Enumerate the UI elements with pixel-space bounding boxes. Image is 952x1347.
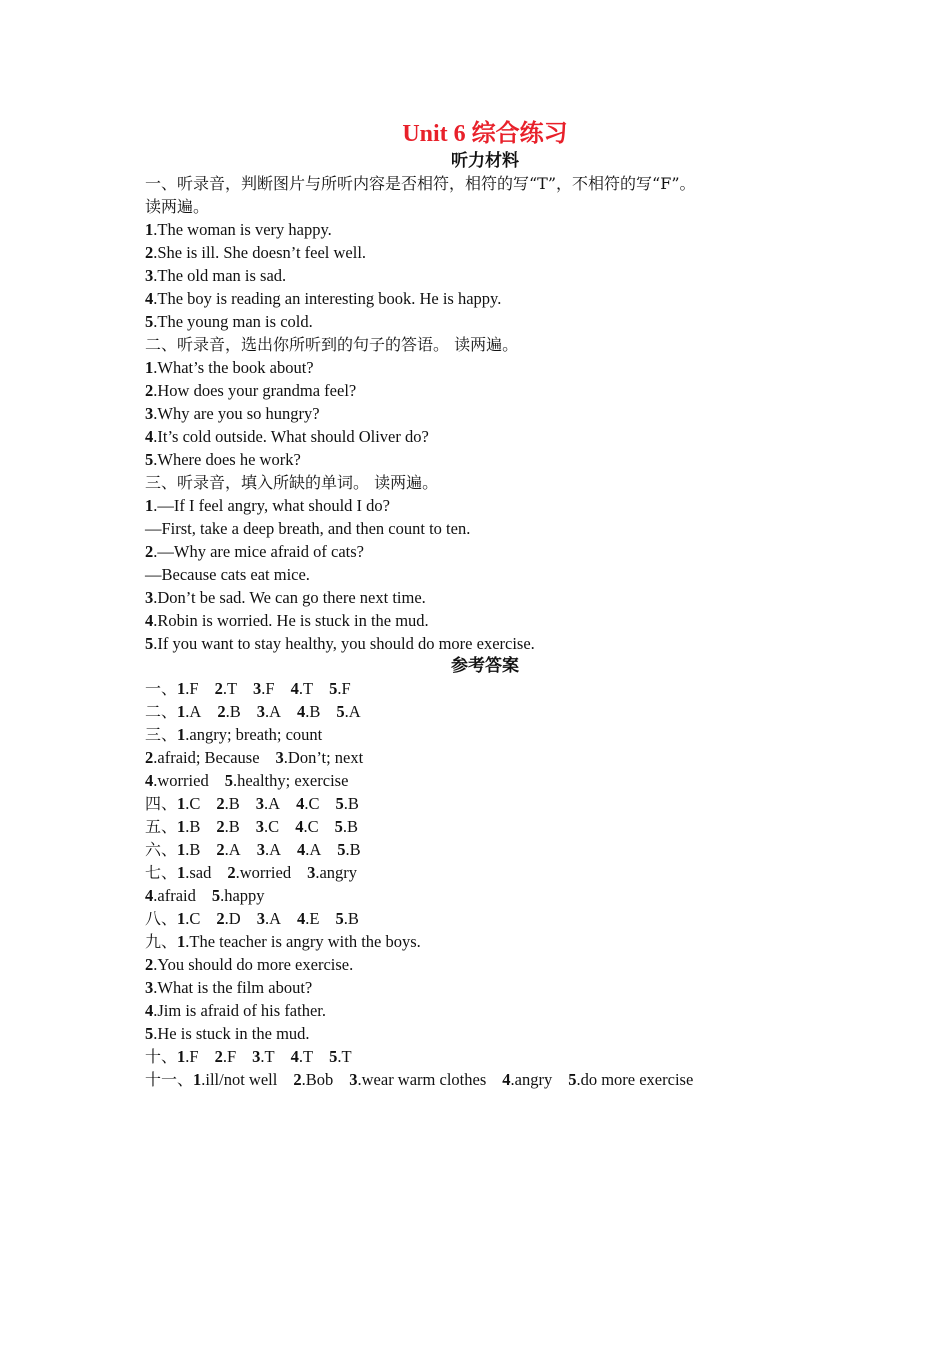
answer-text: .T (337, 1047, 352, 1066)
answer-text: .A (344, 702, 361, 721)
answer-row (145, 976, 825, 999)
answer-text: .A (305, 840, 322, 859)
answer-text: .sad (185, 863, 212, 882)
answer-text: .T (298, 1047, 314, 1066)
answer-number: 1 (177, 817, 186, 836)
item-text: .How does your grandma feel? (153, 381, 357, 400)
answer-number: 4 (145, 886, 154, 905)
answer-text: .F (337, 679, 351, 698)
answer-text: .T (222, 679, 238, 698)
answer-number: 5 (568, 1070, 577, 1089)
answer-number: 3 (275, 748, 284, 767)
answer-row (145, 999, 825, 1022)
item-number: 4 (145, 611, 154, 630)
answer-row (145, 769, 825, 792)
answer-text: .B (185, 817, 201, 836)
answer-number: 4 (295, 817, 304, 836)
answer-number: 5 (337, 840, 346, 859)
answer-text: .A (264, 702, 281, 721)
answer-number: 3 (256, 702, 265, 721)
answer-prefix: 一、 (145, 679, 178, 698)
answer-number: 5 (336, 702, 345, 721)
answer-number: 5 (211, 886, 221, 905)
listening-item (145, 218, 825, 241)
answer-prefix: 七、 (145, 863, 178, 882)
answer-text: .B (305, 702, 321, 721)
item-text: .She is ill. She doesn’t feel well. (153, 243, 367, 262)
answer-text: .You should do more exercise. (153, 955, 354, 974)
answer-text: .healthy; exercise (232, 771, 349, 790)
answer-text: .Jim is afraid of his father. (153, 1001, 327, 1020)
answer-row (145, 930, 825, 953)
answer-number: 3 (307, 863, 316, 882)
answer-number: 1 (177, 725, 186, 744)
answer-row (145, 907, 825, 930)
answer-row (145, 838, 825, 861)
listening-item (145, 425, 825, 448)
answer-text: .Bob (301, 1070, 334, 1089)
answer-number: 5 (334, 817, 343, 836)
item-text: .—Why are mice afraid of cats? (153, 542, 364, 561)
answer-row (145, 792, 825, 815)
answer-number: 1 (177, 909, 186, 928)
answer-text: .F (185, 679, 199, 698)
answer-row (145, 700, 825, 723)
answer-number: 2 (216, 909, 225, 928)
answer-text: .A (264, 794, 281, 813)
answer-prefix: 二、 (145, 702, 178, 721)
answer-number: 1 (177, 932, 186, 951)
item-text: .What’s the book about? (153, 358, 314, 377)
answer-number: 1 (177, 863, 186, 882)
listening-item (145, 586, 825, 609)
listening-item (145, 448, 825, 471)
answer-number: 2 (216, 817, 225, 836)
answer-text: .B (225, 702, 241, 721)
answer-text: .F (222, 1047, 237, 1066)
item-text: .The boy is reading an interesting book. He is happy. (153, 289, 502, 308)
item-number: 1 (145, 220, 154, 239)
listening-item (145, 241, 825, 264)
listening-item (145, 264, 825, 287)
answer-text: .worried (153, 771, 209, 790)
answer-number: 5 (145, 1024, 154, 1043)
listening-item (145, 494, 825, 517)
item-number: 5 (145, 312, 154, 331)
answer-number: 2 (217, 702, 226, 721)
answer-number: 3 (349, 1070, 358, 1089)
answer-text: .angry; breath; count (185, 725, 323, 744)
listening-item (145, 310, 825, 333)
answer-number: 1 (177, 794, 186, 813)
answer-text: .A (185, 702, 202, 721)
answer-text: .B (224, 794, 240, 813)
listening-item (145, 540, 825, 563)
item-text: .Why are you so hungry? (153, 404, 320, 423)
answer-row (145, 1068, 825, 1091)
answer-row (145, 677, 825, 700)
answer-number: 4 (297, 702, 306, 721)
section-heading: 二、听录音，选出你所听到的句子的答语。 读两遍。 (145, 335, 519, 354)
listening-item (145, 609, 825, 632)
answer-text: .What is the film about? (153, 978, 313, 997)
item-text: .The young man is cold. (153, 312, 313, 331)
answer-prefix: 四、 (145, 794, 178, 813)
answer-number: 2 (227, 863, 236, 882)
answer-number: 4 (290, 679, 299, 698)
answer-text: .T (298, 679, 314, 698)
item-text: .—If I feel angry, what should I do? (153, 496, 390, 515)
answer-text: .C (264, 817, 280, 836)
answer-number: 4 (145, 771, 154, 790)
item-text: .Don’t be sad. We can go there next time. (153, 588, 426, 607)
answer-number: 4 (145, 1001, 154, 1020)
section-heading: 三、听录音，填入所缺的单词。 读两遍。 (145, 473, 439, 492)
answer-number: 4 (290, 1047, 299, 1066)
item-number: 5 (145, 634, 154, 653)
listening-item (145, 632, 825, 655)
answer-text: .angry (315, 863, 358, 882)
item-number: 1 (145, 358, 154, 377)
answer-text: .The teacher is angry with the boys. (185, 932, 421, 951)
item-number: 2 (145, 381, 154, 400)
listening-item (145, 379, 825, 402)
answer-number: 1 (177, 702, 186, 721)
item-text: —First, take a deep breath, and then count to ten. (145, 519, 471, 538)
item-text: —Because cats eat mice. (145, 565, 310, 584)
item-number: 3 (145, 266, 154, 285)
item-number: 2 (145, 243, 154, 262)
answer-text: .F (185, 1047, 199, 1066)
answer-row (145, 746, 825, 769)
answer-number: 5 (335, 909, 344, 928)
item-text: .Robin is worried. He is stuck in the mud. (153, 611, 429, 630)
listening-item (145, 517, 825, 540)
listening-item (145, 563, 825, 586)
answer-number: 2 (145, 955, 154, 974)
answer-text: .C (185, 794, 201, 813)
listening-header: 听力材料 (451, 151, 519, 171)
section-heading: 一、听录音，判断图片与所听内容是否相符，相符的写“T”，不相符的写“F”。 (145, 174, 696, 193)
answer-text: .B (343, 794, 359, 813)
answer-number: 3 (255, 794, 265, 813)
answer-number: 5 (335, 794, 344, 813)
item-number: 4 (145, 427, 154, 446)
answer-text: .worried (235, 863, 292, 882)
answer-text: .C (303, 817, 319, 836)
answer-text: .B (345, 840, 361, 859)
answer-row (145, 1045, 825, 1068)
answer-text: .afraid (153, 886, 196, 905)
item-number: 3 (145, 588, 154, 607)
answer-number: 2 (214, 1047, 223, 1066)
answer-prefix: 九、 (145, 932, 178, 951)
answer-text: .B (224, 817, 240, 836)
answer-text: .A (264, 840, 281, 859)
item-number: 3 (145, 404, 154, 423)
answer-number: 3 (255, 817, 265, 836)
listening-item (145, 287, 825, 310)
answer-text: .do more exercise (576, 1070, 694, 1089)
answer-prefix: 五、 (145, 817, 178, 836)
item-text: .The old man is sad. (153, 266, 287, 285)
section-heading-cont: 读两遍。 (145, 197, 210, 216)
answer-number: 2 (145, 748, 154, 767)
answer-text: .F (261, 679, 275, 698)
listening-item (145, 402, 825, 425)
answer-text: .B (185, 840, 201, 859)
answer-text: .ill/not well (201, 1070, 278, 1089)
document-content (145, 118, 825, 1091)
answer-number: 2 (214, 679, 223, 698)
answer-number: 3 (252, 1047, 261, 1066)
answer-number: 1 (177, 679, 186, 698)
answer-number: 5 (329, 679, 338, 698)
item-number: 4 (145, 289, 154, 308)
answer-number: 1 (193, 1070, 202, 1089)
answer-number: 3 (253, 679, 262, 698)
item-number: 5 (145, 450, 154, 469)
answer-text: .E (305, 909, 320, 928)
answers-header: 参考答案 (451, 656, 519, 676)
answer-number: 3 (145, 978, 154, 997)
answer-text: .B (343, 909, 359, 928)
answer-number: 4 (296, 794, 305, 813)
answer-text: .A (224, 840, 241, 859)
answer-row (145, 953, 825, 976)
answer-number: 2 (293, 1070, 302, 1089)
answer-prefix: 十一、 (145, 1070, 194, 1089)
listening-item (145, 356, 825, 379)
item-number: 2 (145, 542, 154, 561)
answer-text: .B (342, 817, 358, 836)
listening-section (145, 172, 825, 655)
answer-number: 3 (256, 909, 265, 928)
page-title: Unit 6 综合练习 (402, 121, 568, 147)
answer-number: 4 (297, 909, 306, 928)
answer-text: .wear warm clothes (357, 1070, 487, 1089)
answer-prefix: 三、 (145, 725, 178, 744)
answer-text: .T (260, 1047, 275, 1066)
answer-text: .Don’t; next (283, 748, 364, 767)
answer-row (145, 723, 825, 746)
answer-text: .happy (220, 886, 265, 905)
answer-number: 5 (224, 771, 233, 790)
answer-row (145, 884, 825, 907)
answer-number: 1 (177, 840, 186, 859)
answer-row (145, 815, 825, 838)
answer-text: .angry (510, 1070, 553, 1089)
item-text: .If you want to stay healthy, you should do more exercise. (153, 634, 535, 653)
answer-text: .D (224, 909, 241, 928)
answer-text: .A (264, 909, 281, 928)
answer-text: .C (304, 794, 320, 813)
answer-prefix: 八、 (145, 909, 178, 928)
item-number: 1 (145, 496, 154, 515)
answer-number: 2 (216, 840, 225, 859)
answers-section (145, 677, 825, 1091)
answer-number: 4 (297, 840, 306, 859)
answer-text: .He is stuck in the mud. (153, 1024, 310, 1043)
answer-number: 5 (329, 1047, 338, 1066)
answer-number: 2 (216, 794, 225, 813)
answer-text: .C (185, 909, 201, 928)
answer-row (145, 861, 825, 884)
answer-number: 1 (177, 1047, 186, 1066)
answer-prefix: 六、 (145, 840, 178, 859)
answer-number: 4 (502, 1070, 511, 1089)
answer-prefix: 十、 (145, 1047, 178, 1066)
item-text: .The woman is very happy. (153, 220, 332, 239)
item-text: .Where does he work? (153, 450, 301, 469)
answer-text: .afraid; Because (153, 748, 260, 767)
answer-row (145, 1022, 825, 1045)
item-text: .It’s cold outside. What should Oliver do? (153, 427, 429, 446)
answer-number: 3 (256, 840, 265, 859)
